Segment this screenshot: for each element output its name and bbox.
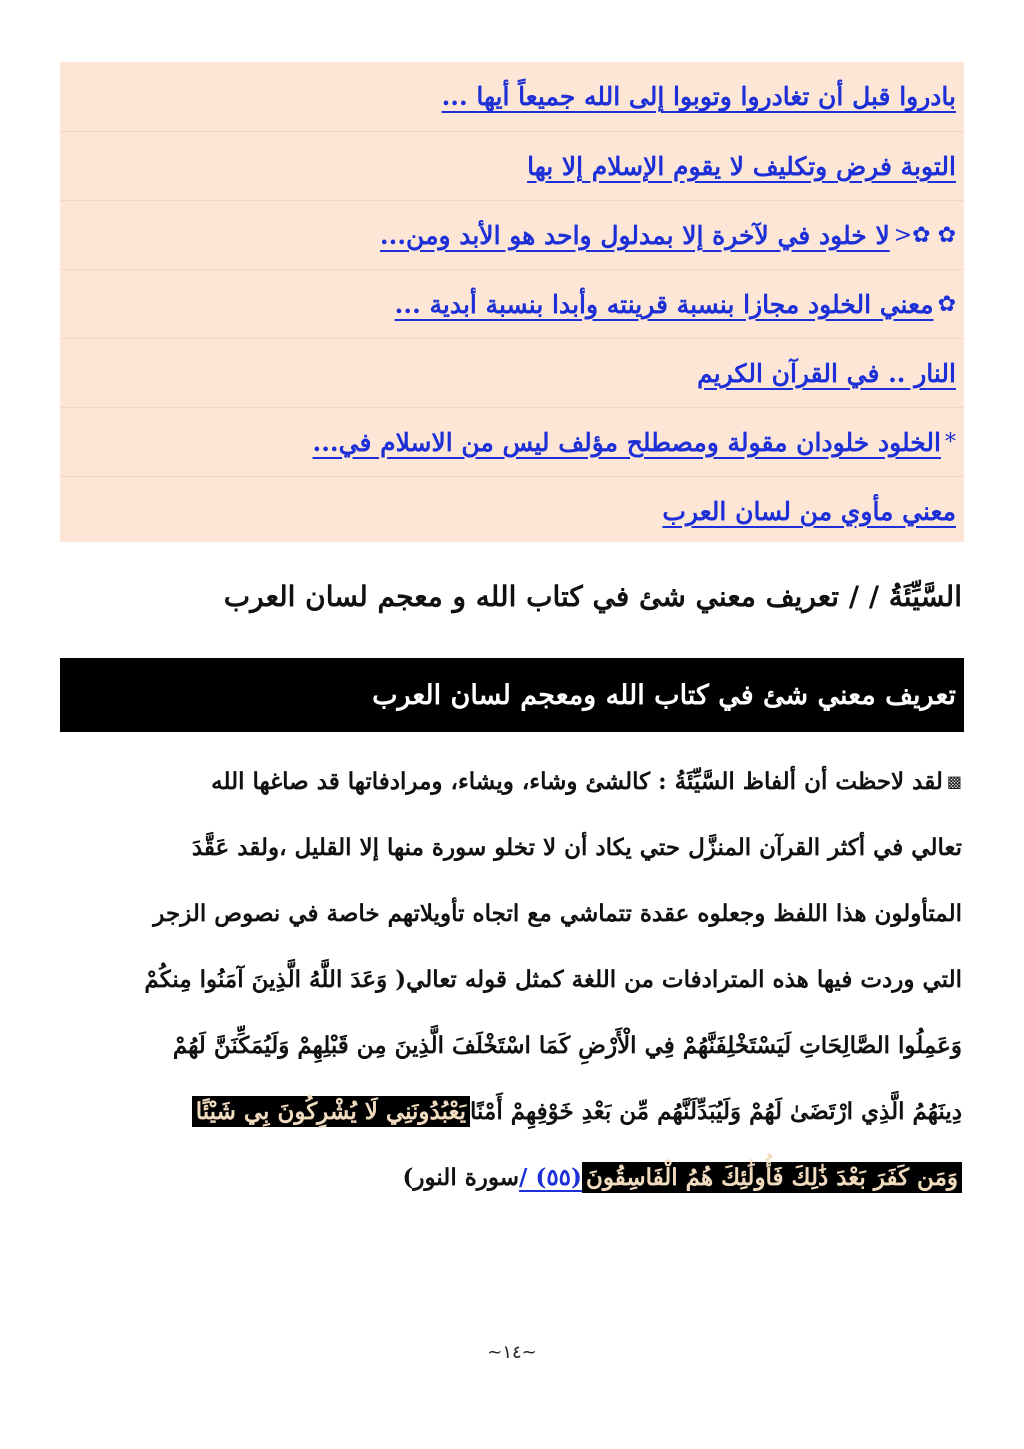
related-link-3[interactable]: لا خلود في لآخرة إلا بمدلول واحد هو الأبد ومن... — [379, 220, 890, 250]
link-row — [60, 131, 964, 200]
body-line — [62, 1012, 962, 1078]
related-links-panel — [60, 62, 964, 542]
verse-text: وَعَمِلُوا الصَّالِحَاتِ لَيَسْتَخْلِفَنَّهُمْ فِي الْأَرْضِ كَمَا اسْتَخْلَفَ الَّذِينَ مِن قَبْلِهِمْ وَلَيُمَكِّنَنَّ لَهُمْ — [172, 1031, 962, 1059]
link-row — [60, 476, 964, 545]
body-line-text: تعالي في أكثر القرآن المنزَّل حتي يكاد أن لا تخلو سورة منها إلا القليل ،ولقد عَقَّدَ — [191, 833, 962, 861]
section-heading: السَّيِّئَةُ / / تعريف معني شئ في كتاب الله و معجم لسان العرب — [223, 580, 962, 613]
link-row — [60, 200, 964, 269]
body-line-text: المتأولون هذا اللفظ وجعلوه عقدة تتماشي مع اتجاه تأويلاتهم خاصة في نصوص الزجر — [153, 899, 962, 927]
related-link-7[interactable]: معني مأوي من لسان العرب — [662, 496, 956, 526]
related-link-4[interactable]: معني الخلود مجازا بنسبة قرينته وأبدا بنسبة أبدية ... — [394, 289, 934, 319]
page-number: ~١٤~ — [487, 1342, 537, 1363]
related-link-6[interactable]: الخلود خلودان مقولة ومصطلح مؤلف ليس من الاسلام في... — [312, 427, 941, 457]
flower-icon: ✿ — [937, 291, 956, 317]
body-line-text: لقد لاحظت أن ألفاظ السَّيِّئَةُ : كالشئ وشاء، ويشاء، ومرادفاتها قد صاغها الله — [211, 767, 943, 795]
link-row — [60, 62, 964, 131]
link-row — [60, 407, 964, 476]
related-link-5[interactable]: النار .. في القرآن الكريم — [697, 358, 956, 388]
verse-reference-link[interactable]: (٥٥) / — [519, 1163, 582, 1191]
title-bar-text: تعريف معني شئ في كتاب الله ومعجم لسان العرب — [372, 679, 956, 711]
link-row — [60, 269, 964, 338]
body-line — [62, 1144, 962, 1210]
related-link-1[interactable]: بادروا قبل أن تغادروا وتوبوا إلى الله جميعاً أيها ... — [441, 82, 956, 111]
verse-text: دِينَهُمُ الَّذِي ارْتَضَىٰ لَهُمْ وَلَيُبَدِّلَنَّهُم مِّن بَعْدِ خَوْفِهِمْ أَمْنًا — [470, 1097, 962, 1125]
body-line — [62, 814, 962, 880]
body-line — [62, 880, 962, 946]
related-link-2[interactable]: التوبة فرض وتكليف لا يقوم الإسلام إلا بها — [527, 151, 956, 181]
highlighted-verse: يَعْبُدُونَنِي لَا يُشْرِكُونَ بِي شَيْئًا — [192, 1096, 470, 1127]
flower-icon: ✿ ✿< — [893, 222, 956, 248]
link-row — [60, 338, 964, 407]
title-bar — [60, 658, 964, 732]
body-line — [62, 946, 962, 1012]
article-body — [62, 748, 962, 1210]
checkered-bullet-icon: ▩ — [946, 771, 962, 791]
surah-name: سورة النور) — [402, 1163, 520, 1191]
body-line — [62, 1078, 962, 1144]
highlighted-verse: وَمَن كَفَرَ بَعْدَ ذَٰلِكَ فَأُولَٰئِكَ هُمُ الْفَاسِقُونَ — [582, 1162, 962, 1193]
body-line — [62, 748, 962, 814]
asterisk-icon: * — [945, 429, 956, 455]
body-line-text: التي وردت فيها هذه المترادفات من اللغة كمثل قوله تعالي( وَعَدَ اللَّهُ الَّذِينَ آمَنُوا مِنكُمْ — [144, 965, 962, 993]
